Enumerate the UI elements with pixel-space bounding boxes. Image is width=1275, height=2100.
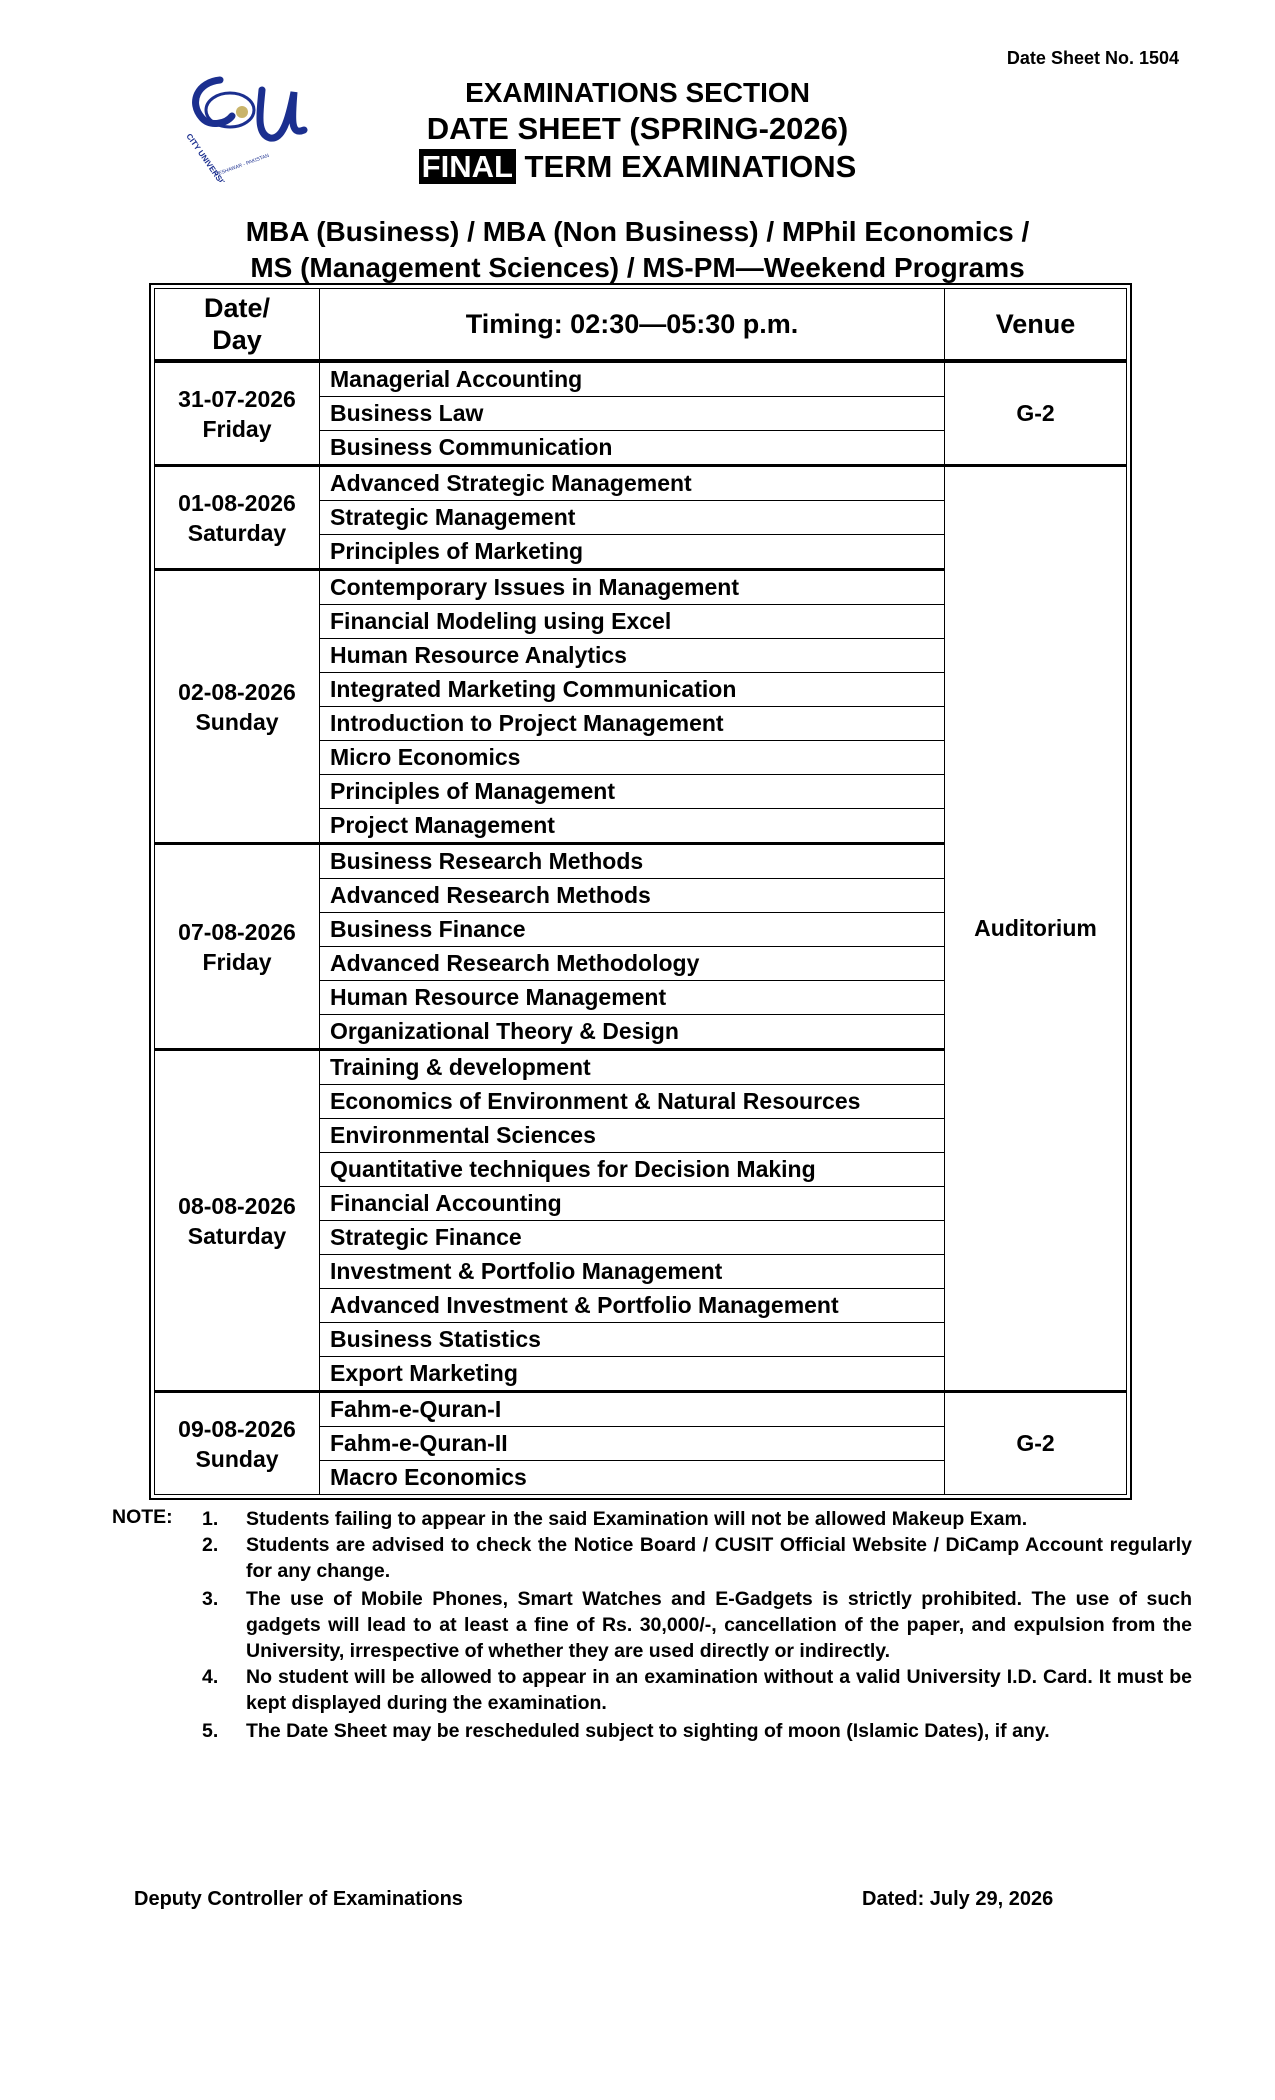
subject-cell: Project Management [320, 809, 945, 844]
date-day-cell [155, 361, 320, 466]
exam-date: 09-08-2026 [178, 1415, 296, 1442]
svg-text:CITY UNIVERSITY: CITY UNIVERSITY [184, 131, 231, 182]
subject-cell: Introduction to Project Management [320, 707, 945, 741]
date-sheet-table [154, 288, 1127, 1495]
table-row [155, 361, 1127, 397]
venue-header: Venue [945, 289, 1127, 362]
exam-day: Sunday [195, 708, 279, 735]
venue-cell: Auditorium [945, 466, 1127, 1392]
exam-day: Saturday [187, 519, 287, 546]
date-day-header: Date/ Day [155, 289, 320, 362]
table-header-row [155, 289, 1127, 362]
date-day-cell [155, 844, 320, 1050]
final-term-heading [0, 148, 1275, 186]
subject-cell: Quantitative techniques for Decision Making [320, 1153, 945, 1187]
svg-text:PESHAWAR - PAKISTAN: PESHAWAR - PAKISTAN [214, 152, 270, 178]
venue-cell: G-2 [945, 361, 1127, 466]
subject-cell: Strategic Management [320, 501, 945, 535]
subject-cell: Principles of Management [320, 775, 945, 809]
subject-cell: Financial Modeling using Excel [320, 605, 945, 639]
timing-header: Timing: 02:30—05:30 p.m. [320, 289, 945, 362]
subject-cell: Advanced Strategic Management [320, 466, 945, 501]
subject-cell: Principles of Marketing [320, 535, 945, 570]
programs-line-1: MBA (Business) / MBA (Non Business) / MPhil Economics / [245, 216, 1030, 247]
exam-day: Sunday [195, 1445, 279, 1472]
final-term-rest: TERM EXAMINATIONS [515, 149, 857, 184]
date-sheet-title: DATE SHEET (SPRING-2026) [426, 111, 849, 146]
programs-line-2: MS (Management Sciences) / MS-PM—Weekend Programs [250, 252, 1025, 283]
subject-cell: Advanced Research Methods [320, 879, 945, 913]
subject-cell: Training & development [320, 1050, 945, 1085]
subject-cell: Business Research Methods [320, 844, 945, 879]
exam-date: 02-08-2026 [178, 678, 296, 705]
date-sheet-number: Date Sheet No. 1504 [1006, 48, 1179, 68]
subject-cell: Macro Economics [320, 1461, 945, 1495]
exam-date: 07-08-2026 [178, 918, 296, 945]
table-row [155, 466, 1127, 501]
subject-cell: Advanced Research Methodology [320, 947, 945, 981]
subject-cell: Fahm-e-Quran-I [320, 1392, 945, 1427]
subject-cell: Environmental Sciences [320, 1119, 945, 1153]
exam-day: Friday [202, 948, 272, 975]
date-sheet-body [155, 361, 1127, 1495]
subject-cell: Human Resource Management [320, 981, 945, 1015]
signatory: Deputy Controller of Examinations [134, 1888, 463, 1910]
subject-cell: Integrated Marketing Communication [320, 673, 945, 707]
venue-cell: G-2 [945, 1392, 1127, 1495]
exam-day: Friday [202, 415, 272, 442]
subject-cell: Export Marketing [320, 1357, 945, 1392]
examinations-section-heading: EXAMINATIONS SECTION [465, 77, 810, 108]
date-day-cell [155, 1050, 320, 1392]
subject-cell: Financial Accounting [320, 1187, 945, 1221]
date-day-cell [155, 570, 320, 844]
subject-cell: Micro Economics [320, 741, 945, 775]
date-day-cell [155, 1392, 320, 1495]
dated: Dated: July 29, 2026 [862, 1888, 1054, 1910]
exam-date: 31-07-2026 [178, 385, 296, 412]
exam-day: Saturday [187, 1222, 287, 1249]
subject-cell: Business Communication [320, 431, 945, 466]
programs-heading [0, 214, 1275, 286]
subject-cell: Business Finance [320, 913, 945, 947]
subject-cell: Investment & Portfolio Management [320, 1255, 945, 1289]
note-label: NOTE: [112, 1506, 173, 1528]
exam-date: 08-08-2026 [178, 1192, 296, 1219]
subject-cell: Organizational Theory & Design [320, 1015, 945, 1050]
final-highlight: FINAL [419, 149, 516, 184]
subject-cell: Business Law [320, 397, 945, 431]
subject-cell: Fahm-e-Quran-II [320, 1427, 945, 1461]
subject-cell: Contemporary Issues in Management [320, 570, 945, 605]
header [0, 76, 1275, 186]
subject-cell: Managerial Accounting [320, 361, 945, 397]
subject-cell: Economics of Environment & Natural Resources [320, 1085, 945, 1119]
subject-cell: Strategic Finance [320, 1221, 945, 1255]
subject-cell: Business Statistics [320, 1323, 945, 1357]
table-row [155, 1392, 1127, 1427]
subject-cell: Advanced Investment & Portfolio Management [320, 1289, 945, 1323]
date-day-cell [155, 466, 320, 570]
exam-date: 01-08-2026 [178, 489, 296, 516]
subject-cell: Human Resource Analytics [320, 639, 945, 673]
